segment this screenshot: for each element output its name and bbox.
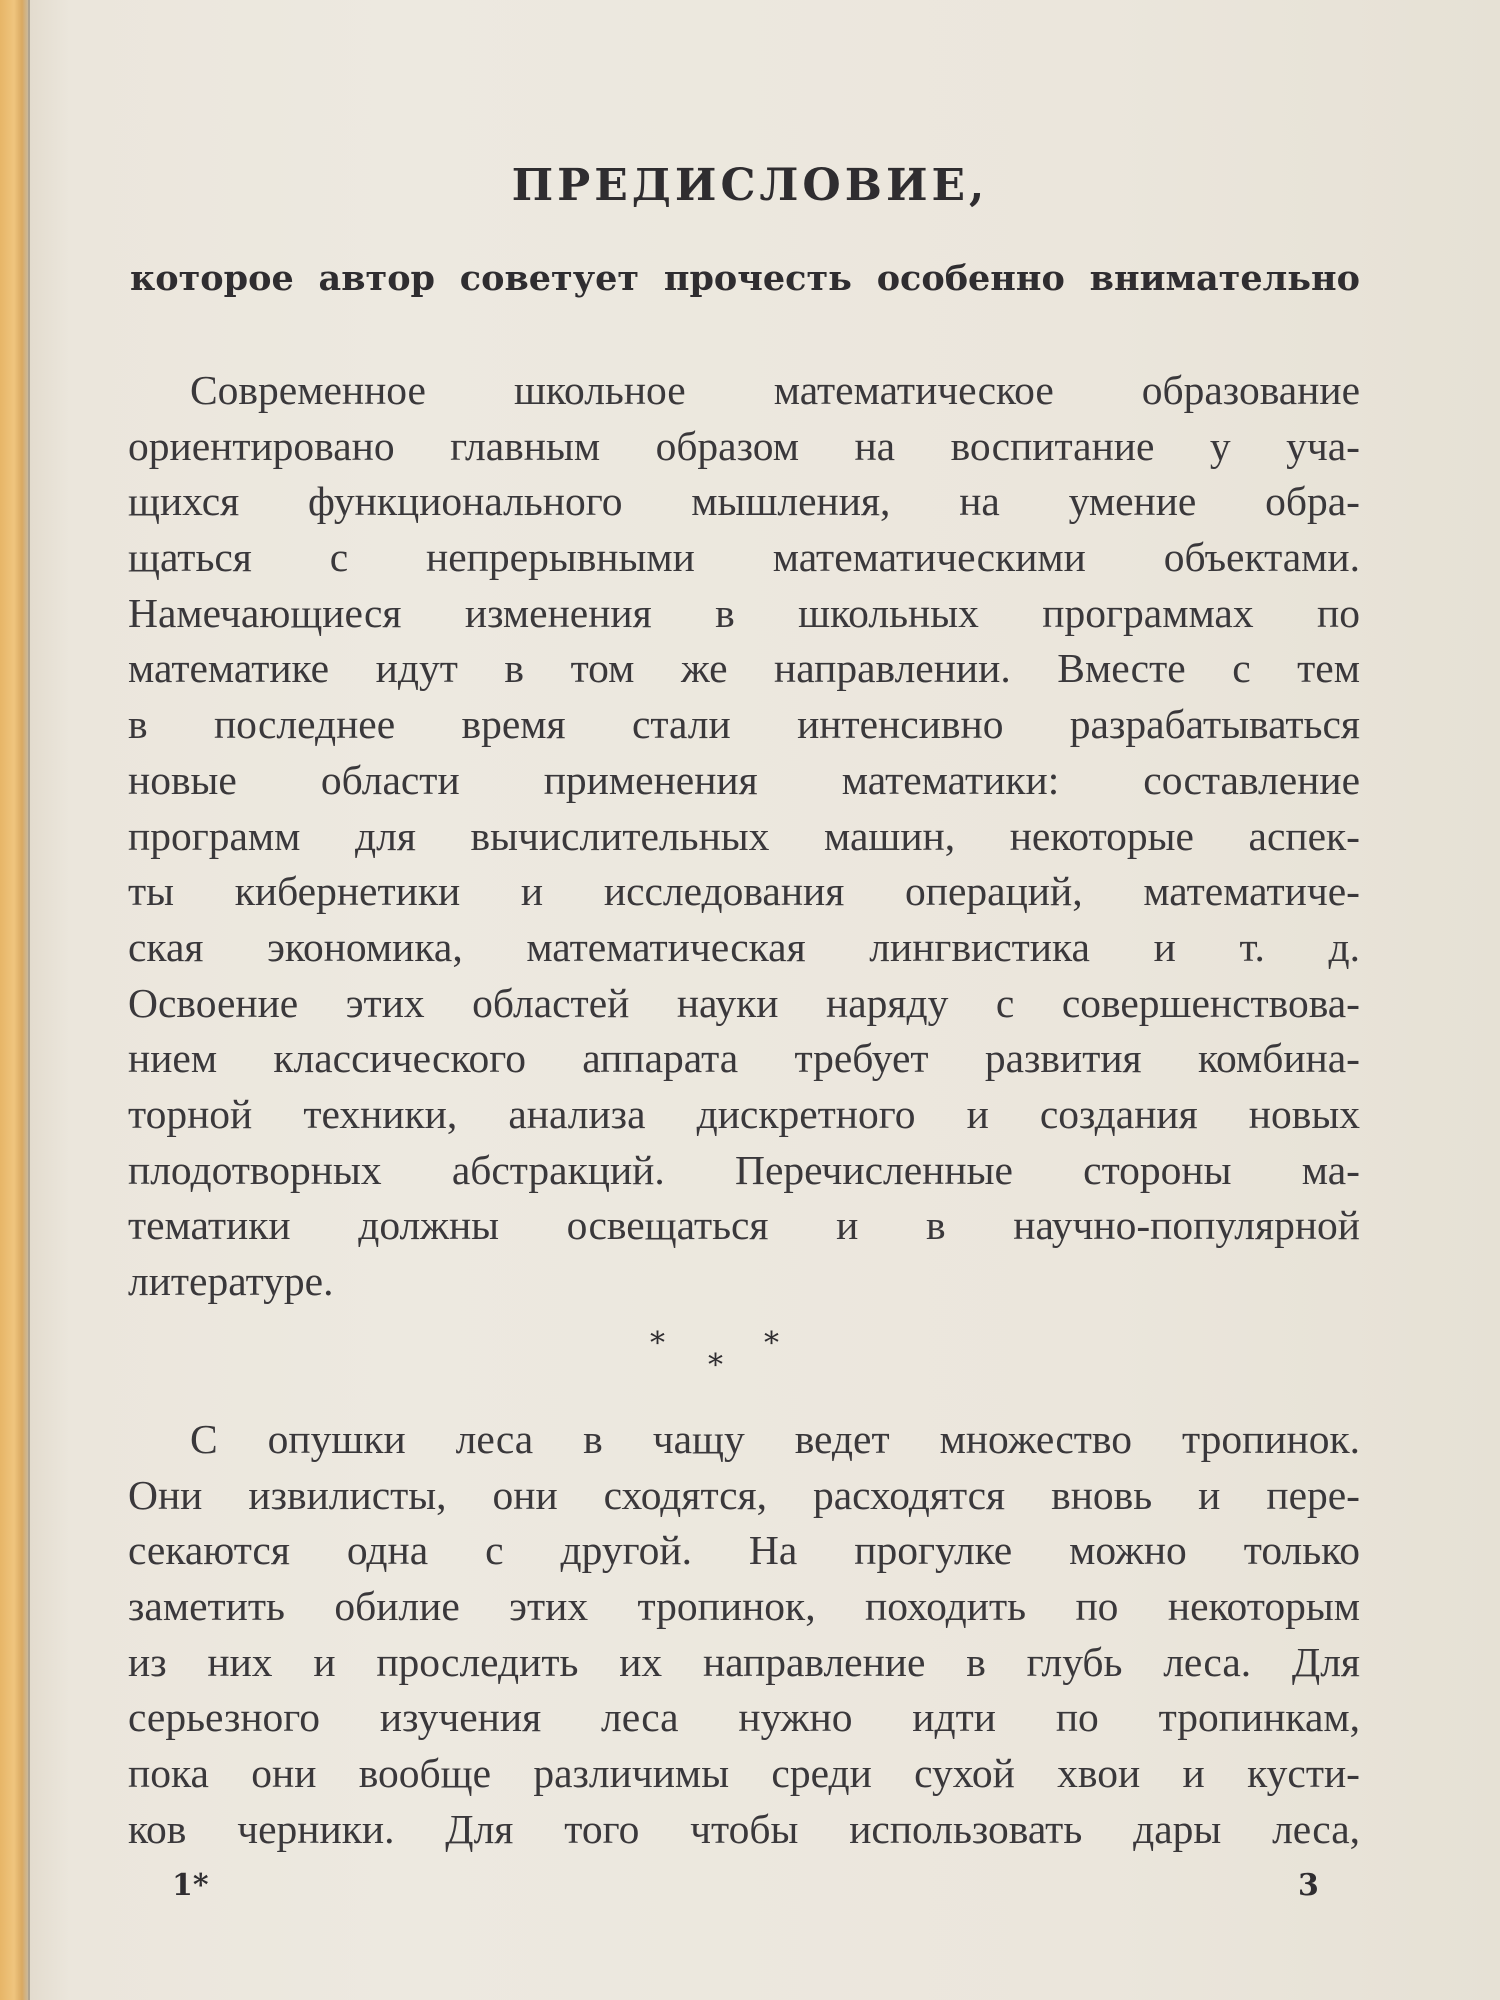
section-separator [640,1318,820,1383]
text-line: из них и проследить их направление в глубь леса. Для [128,1638,1360,1685]
text-line: Намечающиеся изменения в школьных программах по [128,589,1360,636]
text-line: нием классического аппарата требует развития комбина- [128,1035,1360,1082]
page-subtitle: которое автор советует прочесть особенно внимательно [130,258,1360,299]
asterisk-glyph: * [650,1326,665,1361]
text-line: пока они вообще различимы среди сухой хвои и кусти- [128,1750,1360,1797]
text-line: щихся функционального мышления, на умение обра- [128,478,1360,525]
paragraph-forest [128,1412,1360,1858]
text-line: ты кибернетики и исследования операций, математиче- [128,868,1360,915]
text-line: тематики должны освещаться и в научно-популярной [128,1202,1360,1249]
text-line: С опушки леса в чащу ведет множество тропинок. [190,1416,1360,1462]
text-line: плодотворных абстракций. Перечисленные стороны ма- [128,1146,1360,1193]
binding-crease [28,0,30,2000]
text-line: секаются одна с другой. На прогулке можно только [128,1527,1360,1574]
text-line: щаться с непрерывными математическими объектами. [128,534,1360,581]
text-line: новые области применения математики: составление [128,756,1360,803]
text-line: в последнее время стали интенсивно разрабатываться [128,701,1360,748]
text-line: ков черники. Для того чтобы использовать дары леса, [128,1805,1360,1852]
text-line: Освоение этих областей науки наряду с совершенствова- [128,979,1360,1026]
text-line: литературе. [128,1258,334,1304]
text-line: Современное школьное математическое образование [190,367,1360,413]
paragraph-preface [128,363,1360,1310]
page-title: ПРЕДИСЛОВИЕ, [511,160,989,211]
text-line: математике идут в том же направлении. Вместе с тем [128,645,1360,692]
text-line: ориентировано главным образом на воспитание у уча- [128,422,1360,469]
page-number: 3 [1298,1868,1319,1903]
text-line: Они извилисты, они сходятся, расходятся вновь и пере- [128,1471,1360,1518]
text-line: торной техники, анализа дискретного и создания новых [128,1090,1360,1137]
text-line: серьезного изучения леса нужно идти по тропинкам, [128,1694,1360,1741]
asterisk-glyph: * [708,1348,723,1383]
text-line: ская экономика, математическая лингвистика и т. д. [128,923,1360,970]
page-binding-edge [0,0,30,2000]
signature-mark: 1* [172,1868,209,1903]
text-line: программ для вычислительных машин, некоторые аспек- [128,812,1360,859]
asterisk-glyph: * [764,1326,779,1361]
text-line: заметить обилие этих тропинок, походить по некоторым [128,1583,1360,1630]
